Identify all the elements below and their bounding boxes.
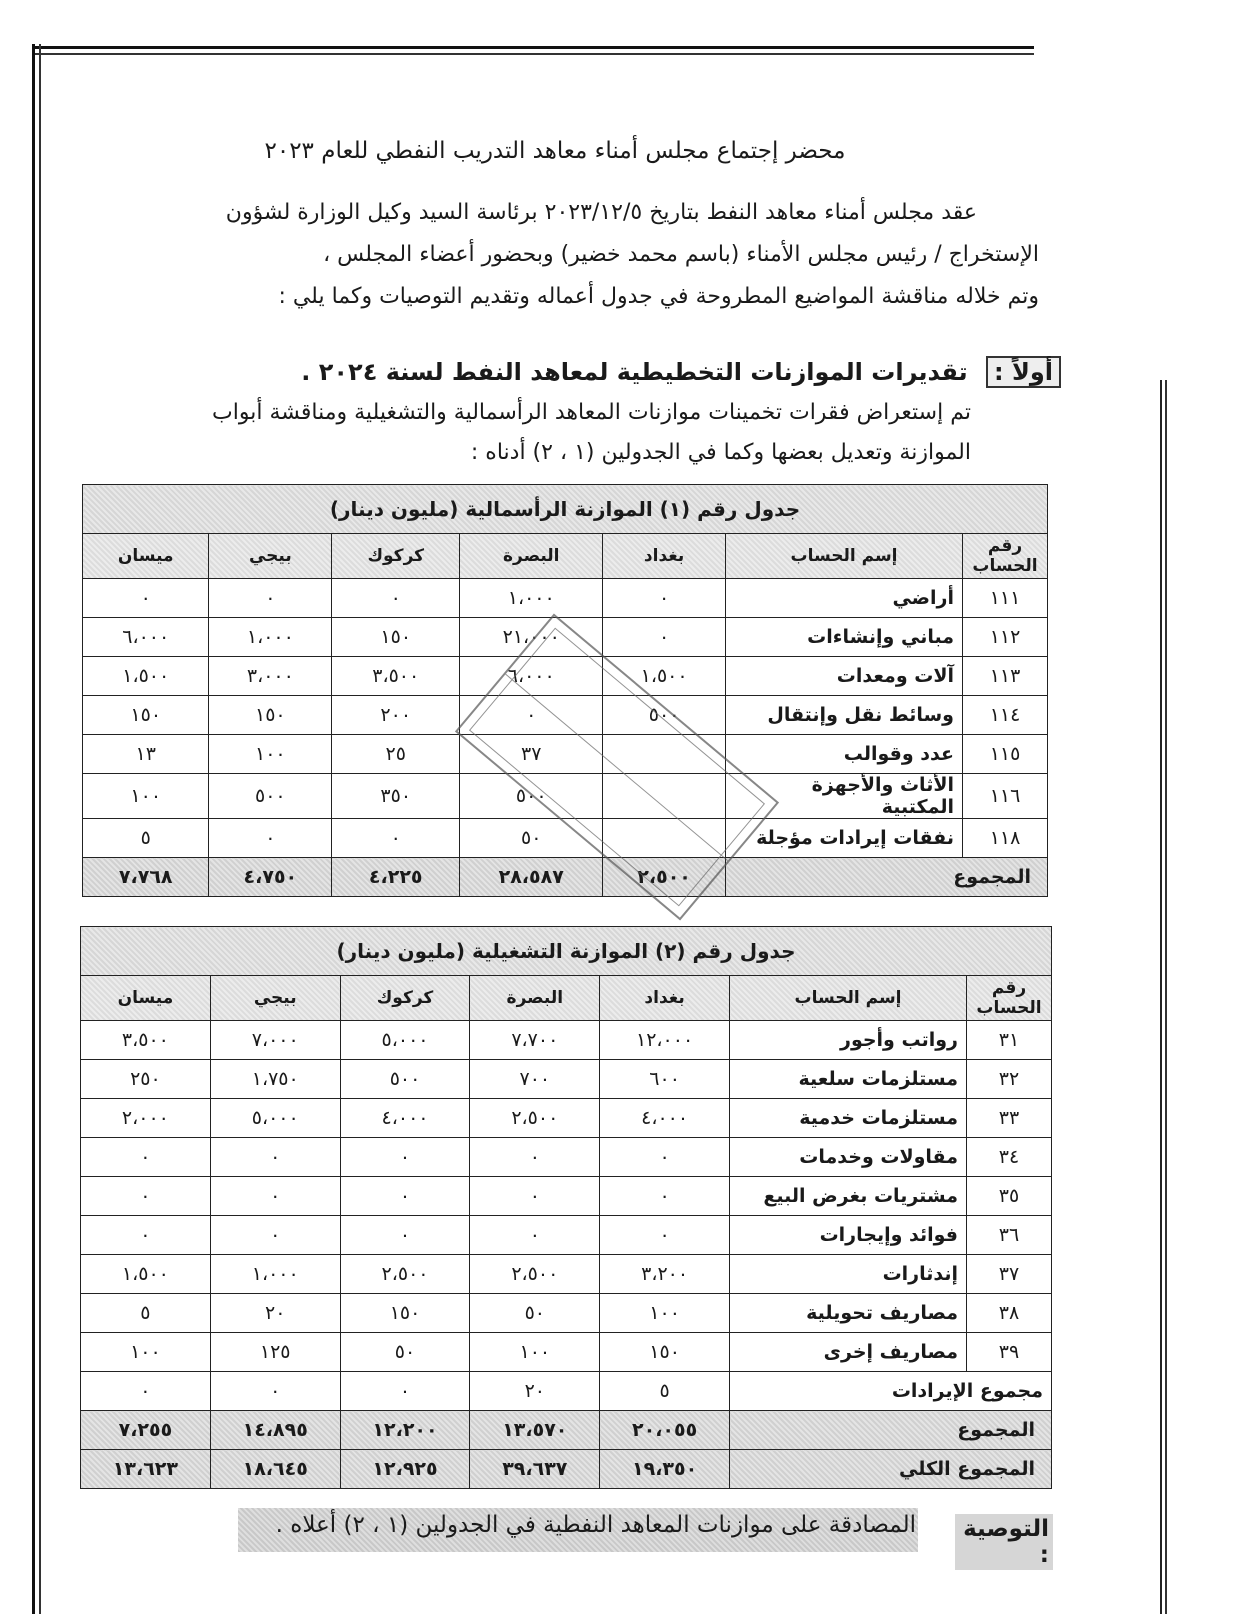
value-cell: ١،٧٥٠: [210, 1060, 340, 1099]
value-cell: ١٤،٨٩٥: [210, 1411, 340, 1450]
value-cell: ٠: [460, 696, 603, 735]
value-cell: ٧،٧٠٠: [470, 1021, 600, 1060]
account-number-cell: ٣٧: [967, 1255, 1052, 1294]
value-cell: ١٥٠: [600, 1333, 730, 1372]
col-header-basra: البصرة: [470, 976, 600, 1021]
value-cell: ٦،٠٠٠: [83, 618, 209, 657]
value-cell: ٣،٠٠٠: [209, 657, 332, 696]
account-number-cell: ١١٢: [963, 618, 1048, 657]
value-cell: ١،٠٠٠: [460, 579, 603, 618]
account-name-cell: مستلزمات سلعية: [730, 1060, 967, 1099]
value-cell: ٥٠: [470, 1294, 600, 1333]
value-cell: ٥: [81, 1294, 211, 1333]
value-cell: ٠: [210, 1216, 340, 1255]
col-header-account-name: إسم الحساب: [726, 534, 963, 579]
grand-total-row-label: المجموع الكلي: [730, 1450, 1052, 1489]
value-cell: ١٢،٩٢٥: [340, 1450, 470, 1489]
value-cell: ١،٠٠٠: [209, 618, 332, 657]
table-row: [83, 657, 1048, 696]
table-caption: جدول رقم (١) الموازنة الرأسمالية (مليون دينار): [83, 485, 1048, 534]
total-value-cell: ٢٨،٥٨٧: [460, 858, 603, 897]
value-cell: ١٩،٣٥٠: [600, 1450, 730, 1489]
account-name-cell: مصاريف تحويلية: [730, 1294, 967, 1333]
value-cell: ٠: [340, 1372, 470, 1411]
col-header-maysan: ميسان: [81, 976, 211, 1021]
value-cell: ١٥٠: [83, 696, 209, 735]
total-label: المجموع: [726, 858, 1048, 897]
account-number-cell: ٣٥: [967, 1177, 1052, 1216]
operating-budget-table: [80, 926, 1052, 1489]
account-name-cell: وسائط نقل وإنتقال: [726, 696, 963, 735]
value-cell: ٧،٢٥٥: [81, 1411, 211, 1450]
value-cell: ٥٠٠: [603, 696, 726, 735]
value-cell: ٣،٥٠٠: [332, 657, 460, 696]
total-value-cell: ٧،٧٦٨: [83, 858, 209, 897]
recommendation-label: التوصية :: [955, 1514, 1053, 1570]
value-cell: ٠: [470, 1177, 600, 1216]
value-cell: ٥٠٠: [460, 774, 603, 819]
value-cell: ١٥٠: [332, 618, 460, 657]
value-cell: ١،٥٠٠: [81, 1255, 211, 1294]
value-cell: ٧٠٠: [470, 1060, 600, 1099]
value-cell: ٦،٠٠٠: [460, 657, 603, 696]
value-cell: ٠: [210, 1372, 340, 1411]
recommendation-text: المصادقة على موازنات المعاهد النفطية في الجدولين (١ ، ٢) أعلاه .: [275, 1512, 916, 1538]
value-cell: ٣،٢٠٠: [600, 1255, 730, 1294]
account-number-cell: ١١١: [963, 579, 1048, 618]
value-cell: [603, 735, 726, 774]
value-cell: ٢،٥٠٠: [340, 1255, 470, 1294]
col-header-maysan: ميسان: [83, 534, 209, 579]
value-cell: ١٢،٠٠٠: [600, 1021, 730, 1060]
table-row: [81, 1333, 1052, 1372]
total-value-cell: ٢،٥٠٠: [603, 858, 726, 897]
table-row: [81, 1060, 1052, 1099]
intro-line-3: وتم خلاله مناقشة المواضيع المطروحة في جدول أعماله وتقديم التوصيات وكما يلي :: [278, 284, 1039, 309]
value-cell: ٠: [210, 1138, 340, 1177]
revenue-row: [81, 1372, 1052, 1411]
intro-line-2: الإستخراج / رئيس مجلس الأمناء (باسم محمد خضير) وبحضور أعضاء المجلس ،: [323, 242, 1039, 267]
table-row: [81, 1255, 1052, 1294]
value-cell: ٢،٥٠٠: [470, 1255, 600, 1294]
account-number-cell: ٣٤: [967, 1138, 1052, 1177]
value-cell: ٥٠: [460, 819, 603, 858]
value-cell: ٣٧: [460, 735, 603, 774]
value-cell: ٣٩،٦٣٧: [470, 1450, 600, 1489]
value-cell: ١٢،٢٠٠: [340, 1411, 470, 1450]
account-name-cell: مصاريف إخرى: [730, 1333, 967, 1372]
value-cell: ٥،٠٠٠: [210, 1099, 340, 1138]
value-cell: ٠: [603, 579, 726, 618]
value-cell: ١٠٠: [209, 735, 332, 774]
account-name-cell: إندثارات: [730, 1255, 967, 1294]
account-number-cell: ١١٦: [963, 774, 1048, 819]
value-cell: ٢٥: [332, 735, 460, 774]
table-caption: جدول رقم (٢) الموازنة التشغيلية (مليون دينار): [81, 927, 1052, 976]
account-number-cell: ٣٩: [967, 1333, 1052, 1372]
value-cell: ٤،٠٠٠: [600, 1099, 730, 1138]
section-line-1: تم إستعراض فقرات تخمينات موازنات المعاهد الرأسمالية والتشغيلية ومناقشة أبواب: [212, 400, 971, 425]
value-cell: [603, 819, 726, 858]
account-number-cell: ٣١: [967, 1021, 1052, 1060]
value-cell: ٢٠: [470, 1372, 600, 1411]
value-cell: ٥٠٠: [209, 774, 332, 819]
account-name-cell: مقاولات وخدمات: [730, 1138, 967, 1177]
section-one-heading: [301, 358, 1061, 386]
value-cell: ٠: [603, 618, 726, 657]
col-header-account-no: رقم الحساب: [967, 976, 1052, 1021]
account-number-cell: ١١٣: [963, 657, 1048, 696]
section-title: تقديرات الموازنات التخطيطية لمعاهد النفط لسنة ٢٠٢٤ .: [301, 358, 968, 386]
value-cell: ٢،٥٠٠: [470, 1099, 600, 1138]
value-cell: ٥: [83, 819, 209, 858]
account-name-cell: الأثاث والأجهزة المكتبية: [726, 774, 963, 819]
value-cell: ٥٠٠: [340, 1060, 470, 1099]
value-cell: ٠: [332, 579, 460, 618]
value-cell: ١،٥٠٠: [603, 657, 726, 696]
value-cell: ١٠٠: [83, 774, 209, 819]
value-cell: ٠: [470, 1216, 600, 1255]
total-value-cell: ٤،٧٥٠: [209, 858, 332, 897]
page-border-top: [34, 46, 1034, 55]
table-row: [83, 735, 1048, 774]
value-cell: ٠: [600, 1177, 730, 1216]
value-cell: ٠: [340, 1216, 470, 1255]
account-number-cell: ١١٨: [963, 819, 1048, 858]
value-cell: ٠: [81, 1177, 211, 1216]
value-cell: ٠: [332, 819, 460, 858]
value-cell: ٠: [210, 1177, 340, 1216]
grand-total-row: [81, 1450, 1052, 1489]
total-row-label: المجموع: [730, 1411, 1052, 1450]
value-cell: ١،٥٠٠: [83, 657, 209, 696]
col-header-baghdad: بغداد: [603, 534, 726, 579]
value-cell: ١٣: [83, 735, 209, 774]
value-cell: ٠: [81, 1216, 211, 1255]
page-border-right: [1160, 380, 1167, 1614]
value-cell: ١٥٠: [209, 696, 332, 735]
account-name-cell: آلات ومعدات: [726, 657, 963, 696]
value-cell: ٥٠: [340, 1333, 470, 1372]
intro-line-1: عقد مجلس أمناء معاهد النفط بتاريخ ٢٠٢٣/١٢/٥ برئاسة السيد وكيل الوزارة لشؤون: [225, 200, 977, 225]
value-cell: ٠: [209, 819, 332, 858]
value-cell: ٠: [340, 1177, 470, 1216]
page-border-left: [32, 44, 41, 1614]
document-title: محضر إجتماع مجلس أمناء معاهد التدريب النفطي للعام ٢٠٢٣: [264, 138, 846, 164]
table-row: [83, 618, 1048, 657]
value-cell: ٠: [83, 579, 209, 618]
total-row: [83, 858, 1048, 897]
account-number-cell: ١١٤: [963, 696, 1048, 735]
revenue-row-label: مجموع الإيرادات: [730, 1372, 1052, 1411]
value-cell: ١٨،٦٤٥: [210, 1450, 340, 1489]
col-header-kirkuk: كركوك: [332, 534, 460, 579]
account-number-cell: ٣٨: [967, 1294, 1052, 1333]
account-name-cell: أراضي: [726, 579, 963, 618]
value-cell: ١٠٠: [81, 1333, 211, 1372]
value-cell: ٥: [600, 1372, 730, 1411]
value-cell: ٣٥٠: [332, 774, 460, 819]
section-line-2: الموازنة وتعديل بعضها وكما في الجدولين (١ ، ٢) أدناه :: [470, 440, 971, 465]
account-number-cell: ٣٢: [967, 1060, 1052, 1099]
col-header-baiji: بيجي: [210, 976, 340, 1021]
col-header-account-no: رقم الحساب: [963, 534, 1048, 579]
value-cell: ٢٠: [210, 1294, 340, 1333]
account-name-cell: مستلزمات خدمية: [730, 1099, 967, 1138]
col-header-baiji: بيجي: [209, 534, 332, 579]
value-cell: ١٣،٦٢٣: [81, 1450, 211, 1489]
account-number-cell: ٣٦: [967, 1216, 1052, 1255]
account-name-cell: مشتريات بغرض البيع: [730, 1177, 967, 1216]
value-cell: ٠: [209, 579, 332, 618]
value-cell: ٠: [600, 1138, 730, 1177]
value-cell: ٢٠٠: [332, 696, 460, 735]
account-name-cell: مباني وإنشاءات: [726, 618, 963, 657]
value-cell: ٠: [81, 1372, 211, 1411]
value-cell: ٠: [81, 1138, 211, 1177]
value-cell: [603, 774, 726, 819]
value-cell: ١٠٠: [470, 1333, 600, 1372]
table-row: [81, 1177, 1052, 1216]
value-cell: ٢٠،٠٥٥: [600, 1411, 730, 1450]
table-row: [81, 1294, 1052, 1333]
account-name-cell: فوائد وإيجارات: [730, 1216, 967, 1255]
value-cell: ٤،٠٠٠: [340, 1099, 470, 1138]
account-name-cell: نفقات إيرادات مؤجلة: [726, 819, 963, 858]
table-row: [83, 579, 1048, 618]
table-row: [83, 774, 1048, 819]
value-cell: ٧،٠٠٠: [210, 1021, 340, 1060]
section-number: أولاً :: [986, 356, 1061, 388]
value-cell: ٦٠٠: [600, 1060, 730, 1099]
value-cell: ١٥٠: [340, 1294, 470, 1333]
value-cell: ١٢٥: [210, 1333, 340, 1372]
capital-budget-table: [82, 484, 1048, 897]
col-header-account-name: إسم الحساب: [730, 976, 967, 1021]
value-cell: ٠: [470, 1138, 600, 1177]
value-cell: ٥،٠٠٠: [340, 1021, 470, 1060]
value-cell: ٣،٥٠٠: [81, 1021, 211, 1060]
value-cell: ١،٠٠٠: [210, 1255, 340, 1294]
table-row: [81, 1138, 1052, 1177]
value-cell: ٢٥٠: [81, 1060, 211, 1099]
table-row: [83, 819, 1048, 858]
value-cell: ٢١،٠٠٠: [460, 618, 603, 657]
account-name-cell: رواتب وأجور: [730, 1021, 967, 1060]
value-cell: ٠: [600, 1216, 730, 1255]
col-header-kirkuk: كركوك: [340, 976, 470, 1021]
value-cell: ١٣،٥٧٠: [470, 1411, 600, 1450]
table-row: [81, 1216, 1052, 1255]
value-cell: ٠: [340, 1138, 470, 1177]
col-header-basra: البصرة: [460, 534, 603, 579]
value-cell: ١٠٠: [600, 1294, 730, 1333]
table-row: [81, 1021, 1052, 1060]
table-row: [83, 696, 1048, 735]
account-number-cell: ١١٥: [963, 735, 1048, 774]
total-row: [81, 1411, 1052, 1450]
col-header-baghdad: بغداد: [600, 976, 730, 1021]
table-row: [81, 1099, 1052, 1138]
account-number-cell: ٣٣: [967, 1099, 1052, 1138]
page-corner-fold: [979, 0, 1239, 380]
value-cell: ٢،٠٠٠: [81, 1099, 211, 1138]
total-value-cell: ٤،٢٢٥: [332, 858, 460, 897]
account-name-cell: عدد وقوالب: [726, 735, 963, 774]
